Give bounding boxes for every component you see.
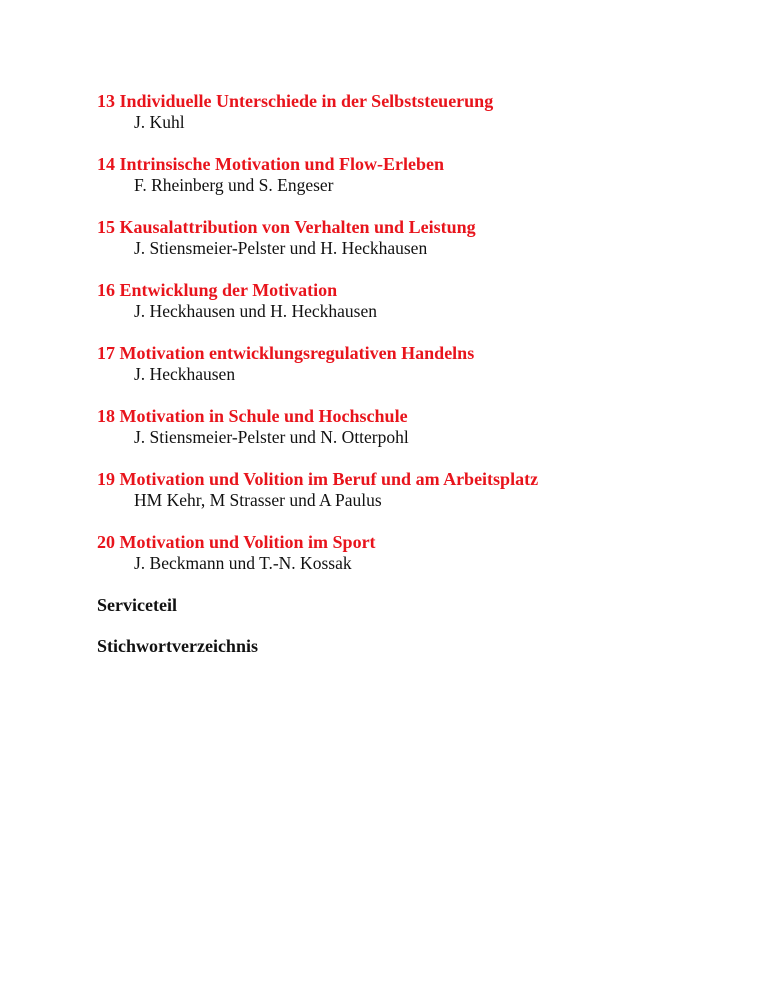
toc-entry-19[interactable]	[97, 468, 757, 511]
chapter-title[interactable]: 17 Motivation entwicklungsregulativen Handelns	[97, 343, 475, 363]
chapter-title[interactable]: 14 Intrinsische Motivation und Flow-Erleben	[97, 154, 445, 174]
toc-entry-18[interactable]	[97, 405, 757, 448]
toc-section-stichwortverzeichnis[interactable]: Stichwortverzeichnis	[97, 636, 258, 656]
toc-entry-20[interactable]	[97, 531, 757, 574]
toc-entry-13[interactable]	[97, 90, 757, 133]
chapter-title[interactable]: 16 Entwicklung der Motivation	[97, 280, 338, 300]
chapter-authors: J. Kuhl	[134, 112, 185, 132]
chapter-title[interactable]: 18 Motivation in Schule und Hochschule	[97, 406, 408, 426]
chapter-authors: J. Stiensmeier-Pelster und N. Otterpohl	[134, 427, 409, 447]
chapter-authors: J. Beckmann und T.-N. Kossak	[134, 553, 352, 573]
toc-entry-17[interactable]	[97, 342, 757, 385]
chapter-authors: J. Heckhausen	[134, 364, 236, 384]
chapter-authors: HM Kehr, M Strasser und A Paulus	[134, 490, 382, 510]
chapter-authors: F. Rheinberg und S. Engeser	[134, 175, 334, 195]
chapter-title[interactable]: 15 Kausalattribution von Verhalten und Leistung	[97, 217, 476, 237]
chapter-title[interactable]: 19 Motivation und Volition im Beruf und am Arbeitsplatz	[97, 469, 539, 489]
table-of-contents	[97, 90, 757, 676]
chapter-title[interactable]: 13 Individuelle Unterschiede in der Selbststeuerung	[97, 91, 494, 111]
toc-entry-16[interactable]	[97, 279, 757, 322]
toc-entry-15[interactable]	[97, 216, 757, 259]
chapter-authors: J. Stiensmeier-Pelster und H. Heckhausen	[134, 238, 428, 258]
toc-entry-14[interactable]	[97, 153, 757, 196]
toc-section-serviceteil[interactable]: Serviceteil	[97, 595, 177, 615]
chapter-authors: J. Heckhausen und H. Heckhausen	[134, 301, 377, 321]
chapter-title[interactable]: 20 Motivation und Volition im Sport	[97, 532, 376, 552]
